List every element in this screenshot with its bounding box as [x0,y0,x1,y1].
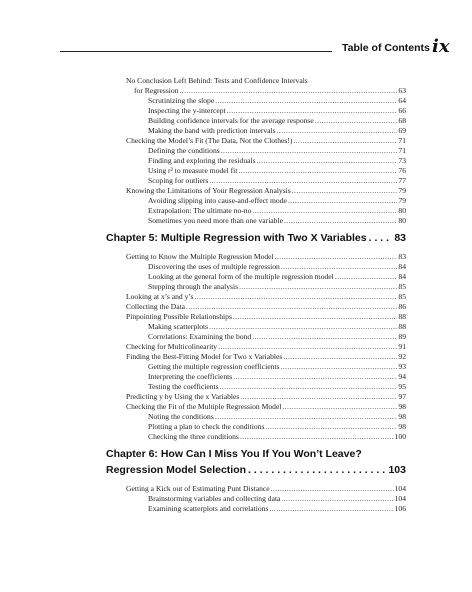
chapter-heading [106,464,406,476]
running-header [60,38,450,64]
toc-entry: Discovering the uses of multiple regression ..... 84 [148,262,406,272]
toc-entry: Finding and exploring the residuals ..... 73 [148,156,406,166]
header-title: Table of Contents [342,42,430,54]
chapter-title-line1: Chapter 6: How Can I Miss You If You Won’t Leave? [106,448,362,460]
toc-entry: Pinpointing Possible Relationships ..... 88 [126,312,406,322]
toc-entry: Checking for Multicolinearity ..... 91 [126,342,406,352]
toc-entry: Making scatterplots ..... 88 [148,322,406,332]
toc-entry: Stepping through the analysis ..... 85 [148,282,406,292]
toc-entry: Defining the conditions ..... 71 [148,146,406,156]
toc-entry: Correlations: Examining the bond ..... 89 [148,332,406,342]
chapter-title: Chapter 5: Multiple Regression with Two X Variables [106,232,367,244]
toc-entry: Sometimes you need more than one variable ..... 80 [148,216,406,226]
chapter-page: 103 [388,464,406,476]
chapter-heading [106,232,406,244]
toc-entry: Scoping for outliers ..... 77 [148,176,406,186]
chapter-title-line2: Regression Model Selection [106,464,247,476]
toc-entry: Building confidence intervals for the average response ..... 68 [148,116,406,126]
chapter-page: 83 [394,232,406,244]
dot-leader [248,464,386,476]
toc-entry: Finding the Best-Fitting Model for Two x Variables ..... 92 [126,352,406,362]
toc-entry: Checking the Fit of the Multiple Regression Model ..... 98 [126,402,406,412]
toc-entry: Examining scatterplots and correlations ..... 106 [148,504,406,514]
toc-entry: Using r² to measure model fit ..... 76 [148,166,406,176]
dot-leader [180,86,398,96]
toc-entry: Avoiding slipping into cause-and-effect mode ..... 79 [148,196,406,206]
toc-entry: Getting the multiple regression coefficients ..... 93 [148,362,406,372]
header-rule [60,51,332,52]
toc-entry: for Regression ..... 63 [134,86,406,96]
toc-entry: Checking the Model’s Fit (The Data, Not the Clothes!) ..... 71 [126,136,406,146]
toc-entry: Looking at x’s and y’s ..... 85 [126,292,406,302]
toc-entry: Plotting a plan to check the conditions ..... 98 [148,422,406,432]
page-number: ix [432,36,450,57]
toc-entry: Collecting the Data ..... 86 [126,302,406,312]
toc-entry: Looking at the general form of the multiple regression model ..... 84 [148,272,406,282]
toc-entry: Predicting y by Using the x Variables ..... 97 [126,392,406,402]
toc-entry: Extrapolation: The ultimate no-no ..... 80 [148,206,406,216]
toc-entry: Knowing the Limitations of Your Regression Analysis ..... 79 [126,186,406,196]
toc-entry: Inspecting the y-intercept ..... 66 [148,106,406,116]
toc-entry: Testing the coefficients ..... 95 [148,382,406,392]
toc-entry: Getting to Know the Multiple Regression Model ..... 83 [126,252,406,262]
toc-entry: Checking the three conditions ..... 100 [148,432,406,442]
toc-entry: Brainstorming variables and collecting data ..... 104 [148,494,406,504]
toc-entry: Getting a Kick out of Estimating Punt Distance ..... 104 [126,484,406,494]
toc-entry: Interpreting the coefficients ..... 94 [148,372,406,382]
toc-entry: Making the band with prediction intervals ..... 69 [148,126,406,136]
toc-entry: Noting the conditions ..... 98 [148,412,406,422]
dot-leader [369,232,393,244]
toc-entry: No Conclusion Left Behind: Tests and Confidence Intervals [126,76,308,85]
toc-entry: Scrutinizing the slope ..... 64 [148,96,406,106]
